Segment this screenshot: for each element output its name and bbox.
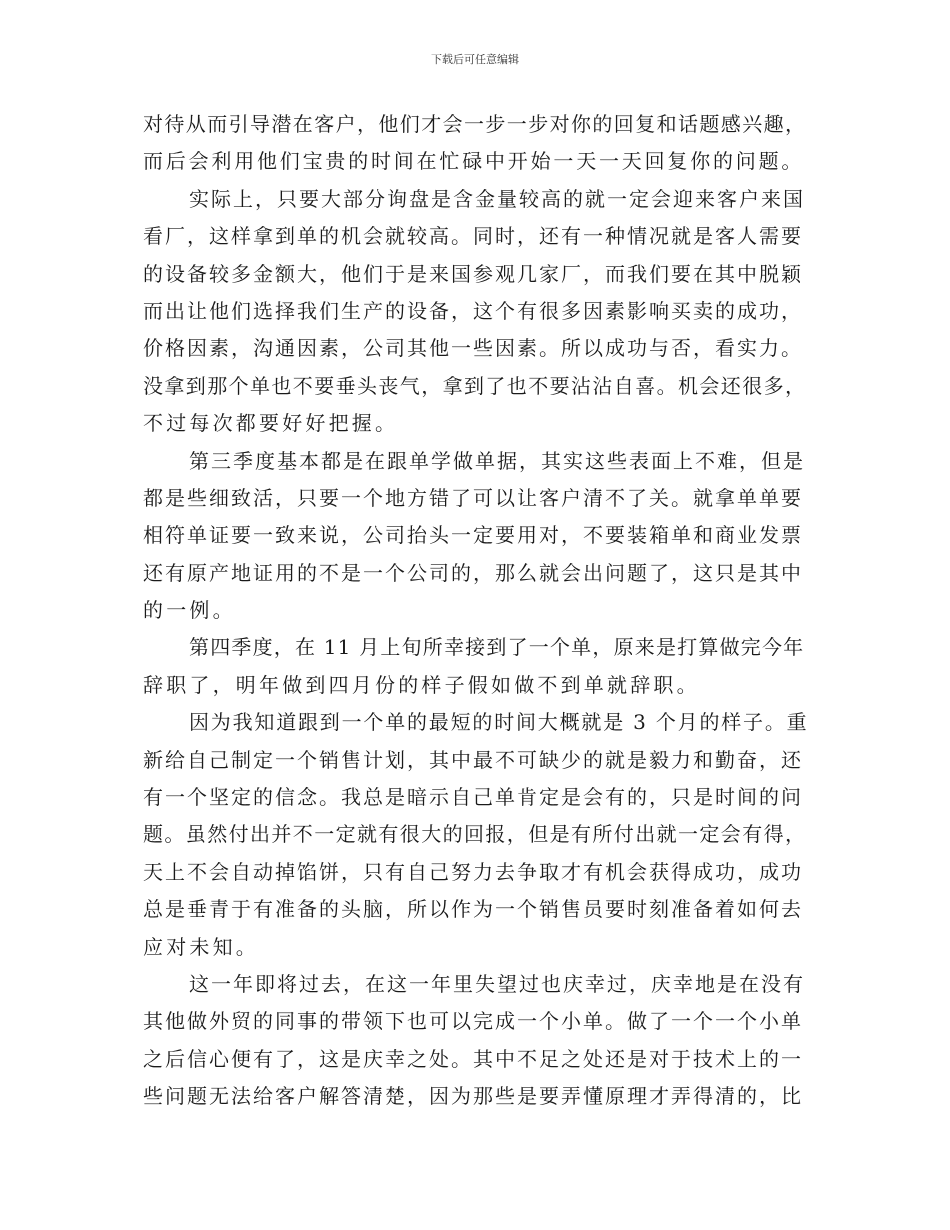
text-line: 因为我知道跟到一个单的最短的时间大概就是 3 个月的样子。重 (189, 710, 809, 735)
text-line: 的一例。 (143, 598, 236, 623)
text-line: 题。虽然付出并不一定就有很大的回报，但是有所付出就一定会有得， (143, 822, 807, 847)
document-body (143, 106, 808, 1116)
text-line: 之后信心便有了，这是庆幸之处。其中不足之处还是对于技术上的一 (143, 1046, 803, 1071)
text-line: 辞职了，明年做到四月份的样子假如做不到单就辞职。 (143, 672, 700, 697)
page-header: 下载后可任意编辑 (431, 53, 519, 66)
text-line: 这一年即将过去，在这一年里失望过也庆幸过，庆幸地是在没有 (189, 971, 805, 996)
text-line: 还有原产地证用的不是一个公司的，那么就会出问题了，这只是其中 (143, 560, 803, 585)
text-line: 价格因素，沟通因素，公司其他一些因素。所以成功与否，看实力。 (143, 336, 803, 361)
text-line: 都是些细致活，只要一个地方错了可以让客户清不了关。就拿单单要 (143, 485, 803, 510)
text-line: 总是垂青于有准备的头脑，所以作为一个销售员要时刻准备着如何去 (143, 897, 803, 922)
text-line: 第三季度基本都是在跟单学做单据，其实这些表面上不难，但是 (189, 448, 805, 473)
text-line: 有一个坚定的信念。我总是暗示自己单肯定是会有的，只是时间的问 (143, 785, 803, 810)
text-line: 相符单证要一致来说，公司抬头一定要用对，不要装箱单和商业发票 (143, 523, 803, 548)
text-line: 实际上，只要大部分询盘是含金量较高的就一定会迎来客户来国 (189, 186, 805, 211)
text-line: 新给自己制定一个销售计划，其中最不可缺少的就是毅力和勤奋，还 (143, 747, 803, 772)
text-line: 应对未知。 (143, 934, 259, 959)
text-line: 看厂，这样拿到单的机会就较高。同时，还有一种情况就是客人需要 (143, 224, 803, 249)
text-line: 不过每次都要好好把握。 (143, 411, 399, 436)
text-line: 的设备较多金额大，他们于是来国参观几家厂，而我们要在其中脱颖 (143, 261, 803, 286)
text-line: 而后会利用他们宝贵的时间在忙碌中开始一天一天回复你的问题。 (143, 149, 805, 174)
text-line: 其他做外贸的同事的带领下也可以完成一个小单。做了一个一个小单 (143, 1009, 803, 1034)
text-line: 没拿到那个单也不要垂头丧气，拿到了也不要沾沾自喜。机会还很多， (143, 373, 807, 398)
text-line: 第四季度，在 11 月上旬所幸接到了一个单，原来是打算做完今年 (189, 635, 805, 660)
text-line: 对待从而引导潜在客户，他们才会一步一步对你的回复和话题感兴趣， (143, 112, 807, 136)
text-line: 些问题无法给客户解答清楚，因为那些是要弄懂原理才弄得清的，比 (143, 1084, 803, 1109)
text-line: 天上不会自动掉馅饼，只有自己努力去争取才有机会获得成功，成功 (143, 859, 803, 884)
text-line: 而出让他们选择我们生产的设备，这个有很多因素影响买卖的成功， (143, 298, 803, 323)
